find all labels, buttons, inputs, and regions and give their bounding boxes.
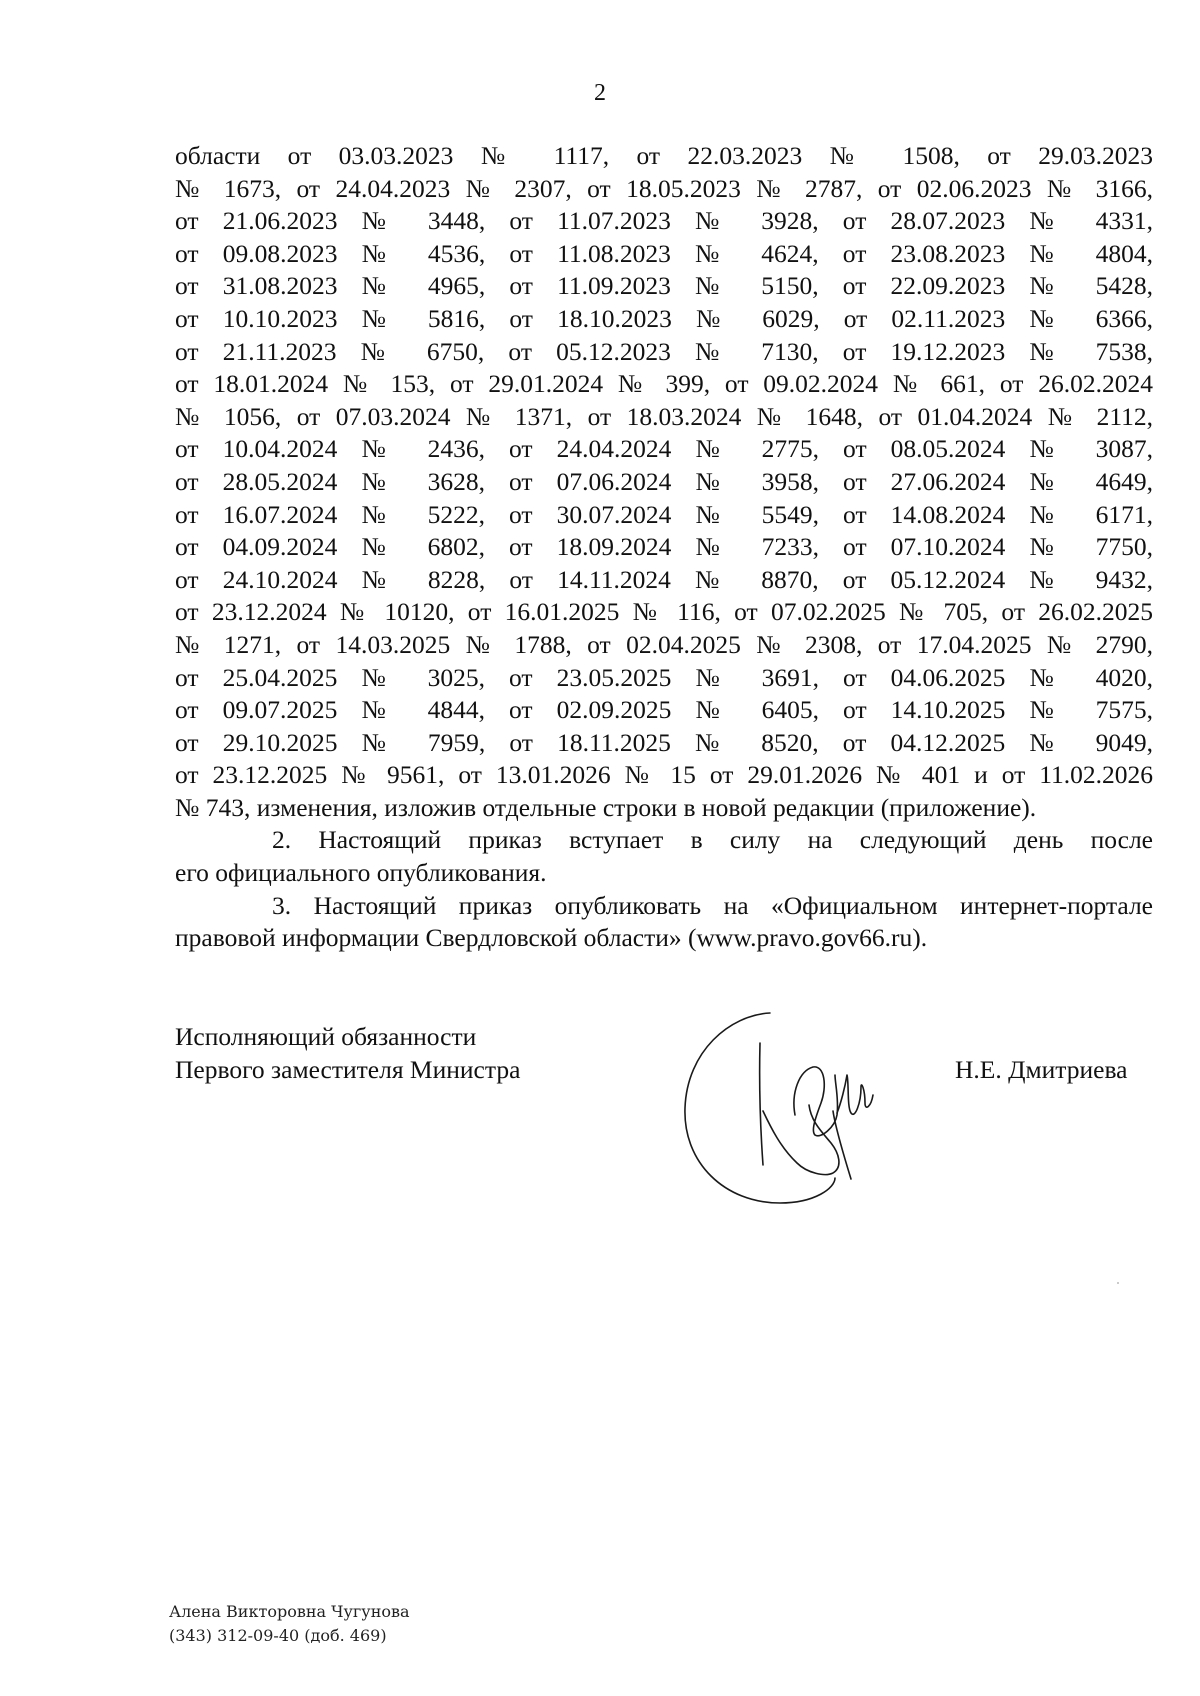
text-line: области от 03.03.2023 № 1117, от 22.03.2023 № 1508, от 29.03.2023 bbox=[175, 141, 1153, 170]
handwritten-signature bbox=[675, 1003, 935, 1208]
paragraph-2-effective-date bbox=[175, 824, 1153, 889]
text-line: 2. Настоящий приказ вступает в силу на следующий день после bbox=[272, 825, 1153, 855]
text-line: от 21.11.2023 № 6750, от 05.12.2023 № 7130, от 19.12.2023 № 7538, bbox=[175, 336, 1153, 366]
order-body bbox=[175, 140, 1153, 955]
text-line: от 10.10.2023 № 5816, от 18.10.2023 № 6029, от 02.11.2023 № 6366, bbox=[175, 303, 1153, 333]
signer-name: Н.Е. Дмитриева bbox=[955, 1055, 1128, 1084]
text-line: № 1056, от 07.03.2024 № 1371, от 18.03.2024 № 1648, от 01.04.2024 № 2112, bbox=[175, 401, 1153, 431]
text-line: правовой информации Свердловской области» (www.pravo.gov66.ru). bbox=[175, 923, 928, 953]
text-line: от 16.07.2024 № 5222, от 30.07.2024 № 5549, от 14.08.2024 № 6171, bbox=[175, 499, 1153, 529]
text-line: № 743, изменения, изложив отдельные строки в новой редакции (приложение). bbox=[175, 792, 1037, 822]
text-line: от 23.12.2024 № 10120, от 16.01.2025 № 116, от 07.02.2025 № 705, от 26.02.2025 bbox=[175, 597, 1153, 627]
text-line: его официального опубликования. bbox=[175, 858, 547, 888]
text-line: от 24.10.2024 № 8228, от 14.11.2024 № 8870, от 05.12.2024 № 9432, bbox=[175, 564, 1153, 594]
text-line: от 09.08.2023 № 4536, от 11.08.2023 № 4624, от 23.08.2023 № 4804, bbox=[175, 238, 1153, 268]
text-line: от 29.10.2025 № 7959, от 18.11.2025 № 8520, от 04.12.2025 № 9049, bbox=[175, 727, 1153, 757]
text-line: от 21.06.2023 № 3448, от 11.07.2023 № 3928, от 28.07.2023 № 4331, bbox=[175, 206, 1153, 236]
text-line: 3. Настоящий приказ опубликовать на «Официальном интернет-портале bbox=[272, 890, 1153, 920]
position-title-line: Первого заместителя Министра bbox=[175, 1055, 521, 1084]
text-line: от 09.07.2025 № 4844, от 02.09.2025 № 6405, от 14.10.2025 № 7575, bbox=[175, 695, 1153, 725]
text-line: № 1673, от 24.04.2023 № 2307, от 18.05.2023 № 2787, от 02.06.2023 № 3166, bbox=[175, 173, 1153, 203]
scan-speck bbox=[1117, 1282, 1119, 1284]
contact-info bbox=[169, 1600, 410, 1648]
text-line: от 28.05.2024 № 3628, от 07.06.2024 № 3958, от 27.06.2024 № 4649, bbox=[175, 466, 1153, 496]
text-line: от 31.08.2023 № 4965, от 11.09.2023 № 5150, от 22.09.2023 № 5428, bbox=[175, 271, 1153, 301]
text-line: № 1271, от 14.03.2025 № 1788, от 02.04.2025 № 2308, от 17.04.2025 № 2790, bbox=[175, 629, 1153, 659]
text-line: от 10.04.2024 № 2436, от 24.04.2024 № 2775, от 08.05.2024 № 3087, bbox=[175, 434, 1153, 464]
signatory-position bbox=[175, 1020, 520, 1086]
contact-phone: (343) 312-09-40 (доб. 469) bbox=[169, 1626, 387, 1645]
text-line: от 18.01.2024 № 153, от 29.01.2024 № 399, от 09.02.2024 № 661, от 26.02.2024 bbox=[175, 369, 1153, 399]
text-line: от 04.09.2024 № 6802, от 18.09.2024 № 7233, от 07.10.2024 № 7750, bbox=[175, 532, 1153, 562]
position-title-line: Исполняющий обязанности bbox=[175, 1022, 477, 1051]
paragraph-3-publication bbox=[175, 890, 1153, 955]
text-line: от 25.04.2025 № 3025, от 23.05.2025 № 3691, от 04.06.2025 № 4020, bbox=[175, 662, 1153, 692]
text-line: от 23.12.2025 № 9561, от 13.01.2026 № 15 от 29.01.2026 № 401 и от 11.02.2026 bbox=[175, 760, 1153, 790]
page-number: 2 bbox=[594, 80, 606, 106]
paragraph-1-amendments-list bbox=[175, 140, 1153, 824]
contact-name: Алена Викторовна Чугунова bbox=[169, 1602, 410, 1621]
